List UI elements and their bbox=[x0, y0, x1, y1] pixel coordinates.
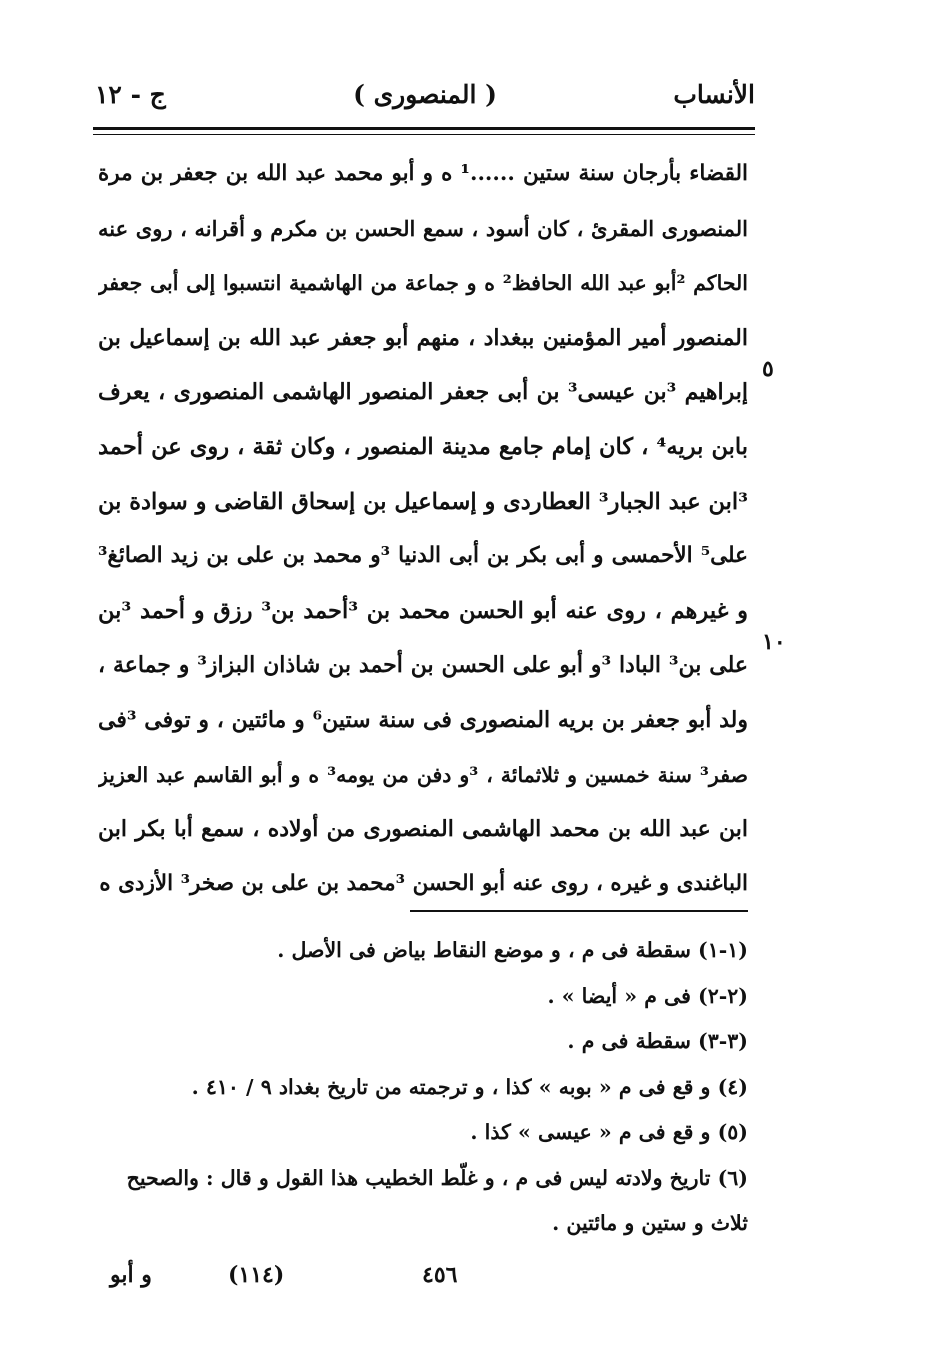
footnotes bbox=[80, 928, 748, 1247]
text-line: بابن بريه⁴ ، كان إمام جامع مدينة المنصور ، وكان ثقة ، روى عن أحمد bbox=[98, 433, 748, 460]
footnote: (٤) و قع فى م « بوبه » كذا ، و ترجمته من تاريخ بغداد ٩ / ٤١٠ . bbox=[191, 1074, 748, 1099]
header-book-title: الأنساب bbox=[673, 80, 755, 109]
text-line: الحاكم ²أبو عبد الله الحافظ² ه و جماعة من الهاشمية انتسبوا إلى أبى جعفر bbox=[98, 271, 748, 296]
text-line: و غيرهم ، روى عنه أبو الحسن محمد بن ³أحمد بن³ رزق و أحمد ³بن bbox=[98, 597, 748, 624]
text-line: على⁵ الأحمسى و أبى بكر بن أبى الدنيا ³و محمد بن على بن زيد الصائغ³ bbox=[98, 543, 748, 569]
footnote: (٢-٢) فى م « أيضا » . bbox=[547, 983, 748, 1008]
page-number: ٤٥٦ bbox=[422, 1262, 458, 1288]
footnote: (١-١) سقطة فى م ، و موضع النقاط بياض فى الأصل . bbox=[277, 938, 748, 962]
text-line: المنصور أمير المؤمنين ببغداد ، منهم أبو جعفر عبد الله بن إسماعيل بن bbox=[98, 324, 748, 351]
text-line: ³ابن عبد الجبار³ العطاردى و إسماعيل بن إسحاق القاضى و سوادة بن bbox=[98, 488, 748, 515]
running-header bbox=[95, 76, 755, 120]
footnote-continuation: ثلاث و ستين و مائتين . bbox=[552, 1211, 748, 1235]
catchword: و أبو bbox=[110, 1262, 152, 1288]
footnote: (٥) و قع فى م « عيسى » كذا . bbox=[470, 1120, 748, 1144]
footnote: (٣-٣) سقطة فى م . bbox=[567, 1029, 748, 1053]
signature-mark: (١١٤) bbox=[228, 1262, 285, 1288]
text-line: القضاء بأرجان سنة ستين ......¹ ه و أبو محمد عبد الله بن جعفر بن مرة bbox=[98, 161, 748, 186]
text-line: صفر³ سنة خمسين و ثلاثمائة ، ³و دفن من يومه³ ه و أبو القاسم عبد العزيز bbox=[98, 762, 748, 787]
line-number-10: ١٠ bbox=[762, 629, 786, 655]
text-line: إبراهيم ³بن عيسى³ بن أبى جعفر المنصور الهاشمى المنصورى ، يعرف bbox=[98, 379, 748, 406]
text-line: المنصورى المقرئ ، كان أسود ، سمع الحسن بن مكرم و أقرانه ، روى عنه bbox=[98, 215, 748, 241]
header-entry-title: ( المنصورى ) bbox=[353, 80, 497, 109]
header-rule bbox=[93, 127, 755, 130]
text-line: الباغندى و غيره ، روى عنه أبو الحسن ³محمد بن على بن صخر³ الأزدى ه bbox=[99, 870, 748, 896]
line-number-5: ٥ bbox=[762, 356, 774, 382]
footnote-separator bbox=[410, 910, 748, 912]
text-line: على بن³ البادا ³و أبو على الحسن بن أحمد بن شاذان البزاز³ و جماعة ، bbox=[98, 652, 748, 679]
main-text bbox=[98, 147, 748, 911]
page-footer bbox=[110, 1262, 490, 1298]
footnote: (٦) تاريخ ولادته ليس فى م ، و غلّط الخطيب هذا القول و قال : والصحيح bbox=[126, 1165, 748, 1190]
text-line: ولد أبو جعفر بن بريه المنصورى فى سنة ستين⁶ و مائتين ، و توفى ³فى bbox=[98, 706, 748, 733]
text-line: ابن عبد الله بن محمد الهاشمى المنصورى من أولاده ، سمع أبا بكر ابن bbox=[98, 816, 748, 843]
header-rule-thin bbox=[93, 134, 755, 135]
header-volume: ج - ١٢ bbox=[95, 80, 166, 109]
